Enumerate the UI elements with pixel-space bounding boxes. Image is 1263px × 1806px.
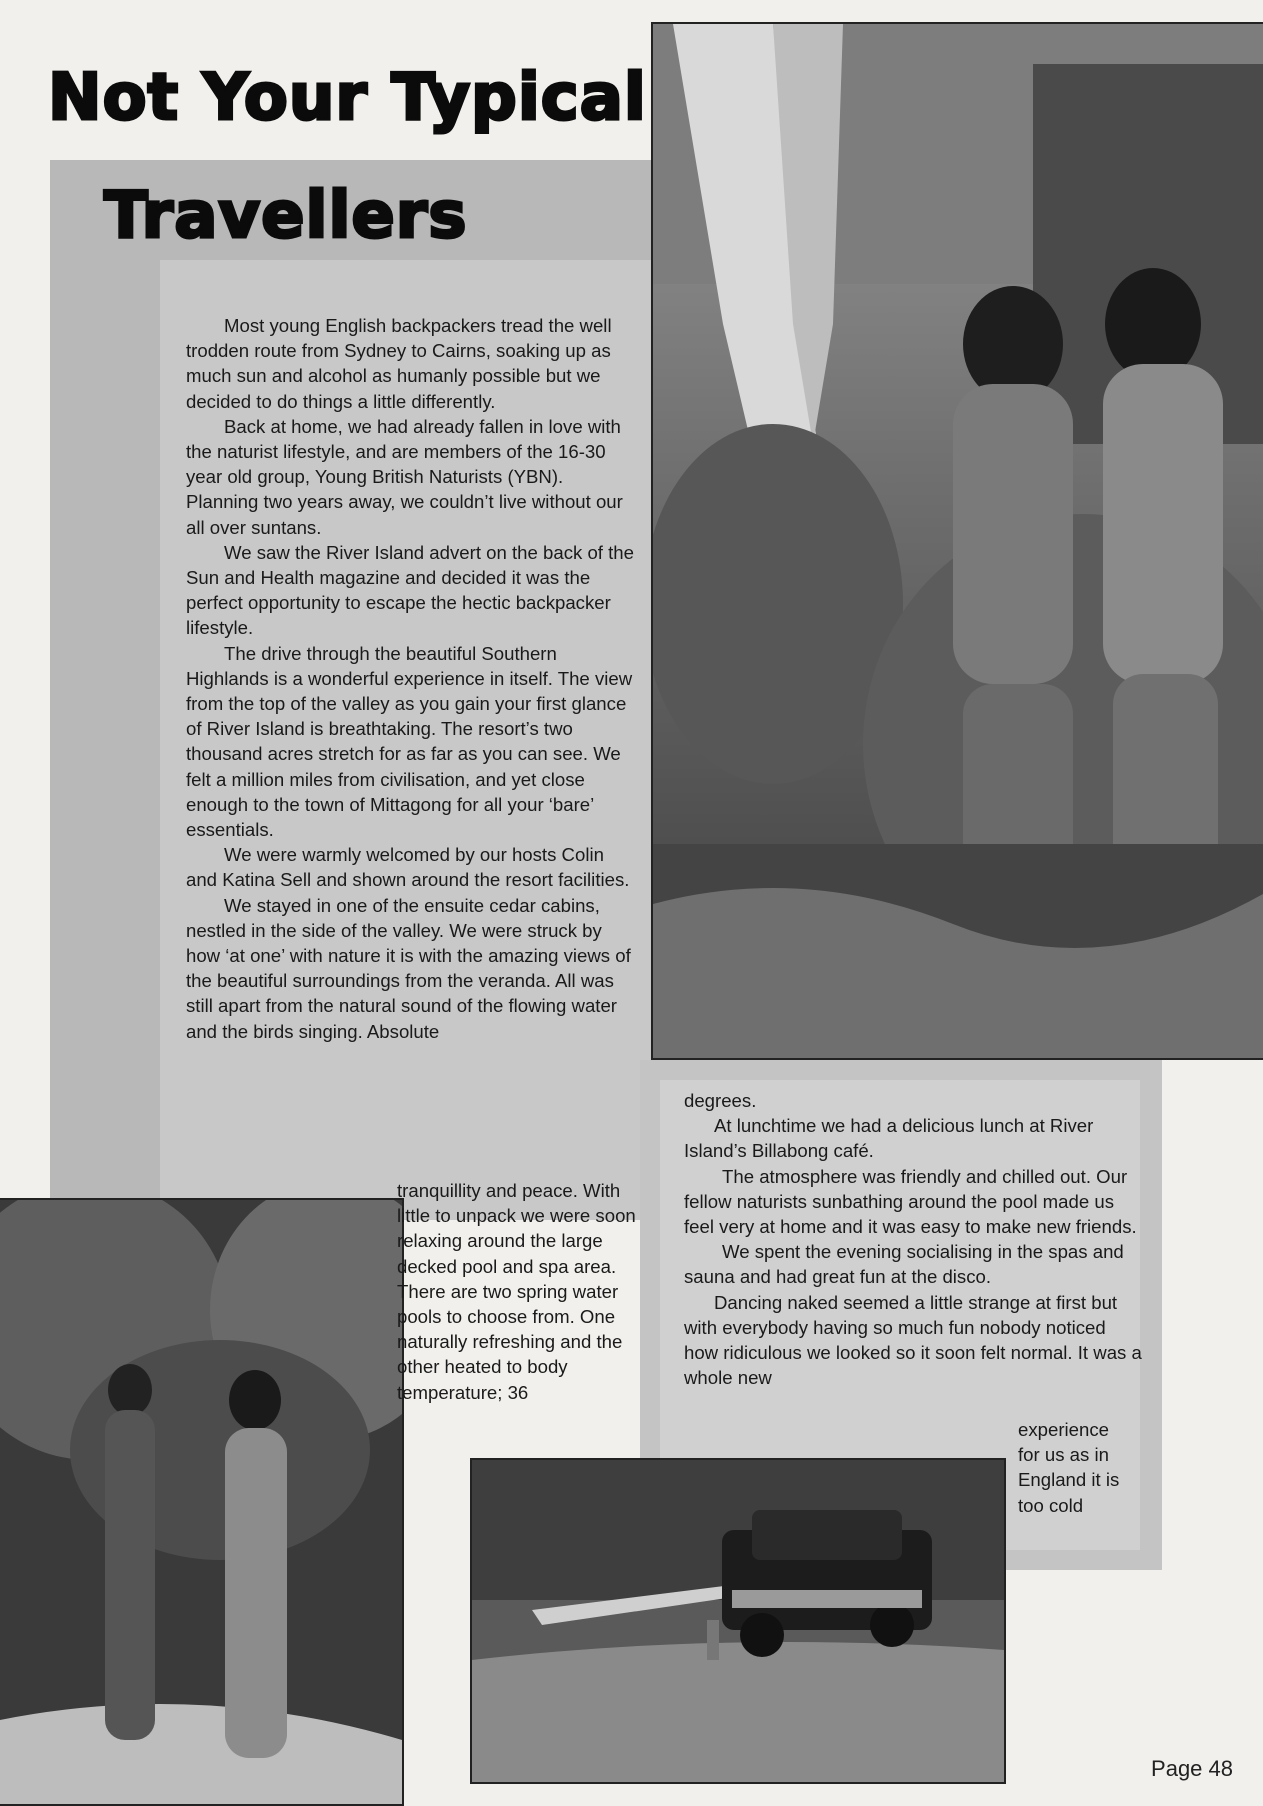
paragraph: tranquillity and peace. With little to unpack we were soon relaxing around the large decked pool and spa area. There are two spring water pools to choose from. One naturally refreshing and the other heated to body temperature; 36 — [397, 1180, 636, 1403]
article-column-2 — [684, 1088, 1144, 1390]
photo-couple-walking — [0, 1198, 404, 1806]
paragraph: We stayed in one of the ensuite cedar cabins, nestled in the side of the valley. We were struck by how ‘at one’ with nature it is with the amazing views of the beautiful surroundings from the veranda. All was still apart from the natural sound of the flowing water and the birds singing. Absolute — [186, 894, 631, 1042]
paragraph: Dancing naked seemed a little strange at first but with everybody having so much fun nobody noticed how ridiculous we looked so it soon felt normal. It was a whole new — [684, 1291, 1142, 1389]
paragraph: Back at home, we had already fallen in love with the naturist lifestyle, and are members of the 16-30 year old group, Young British Naturists (YBN). Planning two years away, we couldn’t live without our all over suntans. — [186, 415, 623, 538]
paragraph: Most young English backpackers tread the well trodden route from Sydney to Cairns, soaking up as much sun and alcohol as humanly possible but we decided to do things a little differently. — [186, 315, 612, 412]
article-column-2-continued — [1018, 1417, 1133, 1518]
paragraph: degrees. — [684, 1090, 757, 1111]
paragraph: The atmosphere was friendly and chilled out. Our fellow naturists sunbathing around the pool made us feel very at home and it was easy to make new friends. — [684, 1165, 1137, 1238]
paragraph: At lunchtime we had a delicious lunch at River Island’s Billabong café. — [684, 1115, 1094, 1162]
article-column-1 — [186, 313, 636, 1044]
article-title-line1: Not Your Typical — [48, 61, 647, 135]
paragraph: We were warmly welcomed by our hosts Colin and Katina Sell and shown around the resort facilities. — [186, 844, 630, 891]
page-number: Page 48 — [1151, 1756, 1233, 1781]
photo-4wd-river-crossing — [470, 1458, 1006, 1784]
paragraph: The drive through the beautiful Southern Highlands is a wonderful experience in itself. The view from the top of the valley as you gain your first glance of River Island is breathtaking. The resort’s two thousand acres stretch for as far as you can see. We felt a million miles from civilisation, and yet close enough to the town of Mittagong for all your ‘bare’ essentials. — [186, 642, 633, 841]
article-title-line2: Travellers — [104, 179, 468, 253]
paragraph: experience for us as in England it is too cold — [1018, 1419, 1120, 1516]
article-column-1-continued — [397, 1178, 645, 1405]
paragraph: We saw the River Island advert on the back of the Sun and Health magazine and decided it was the perfect opportunity to escape the hectic backpacker lifestyle. — [186, 541, 634, 639]
photo-couple-in-bush — [651, 22, 1263, 1060]
paragraph: We spent the evening socialising in the spas and sauna and had great fun at the disco. — [684, 1241, 1124, 1288]
